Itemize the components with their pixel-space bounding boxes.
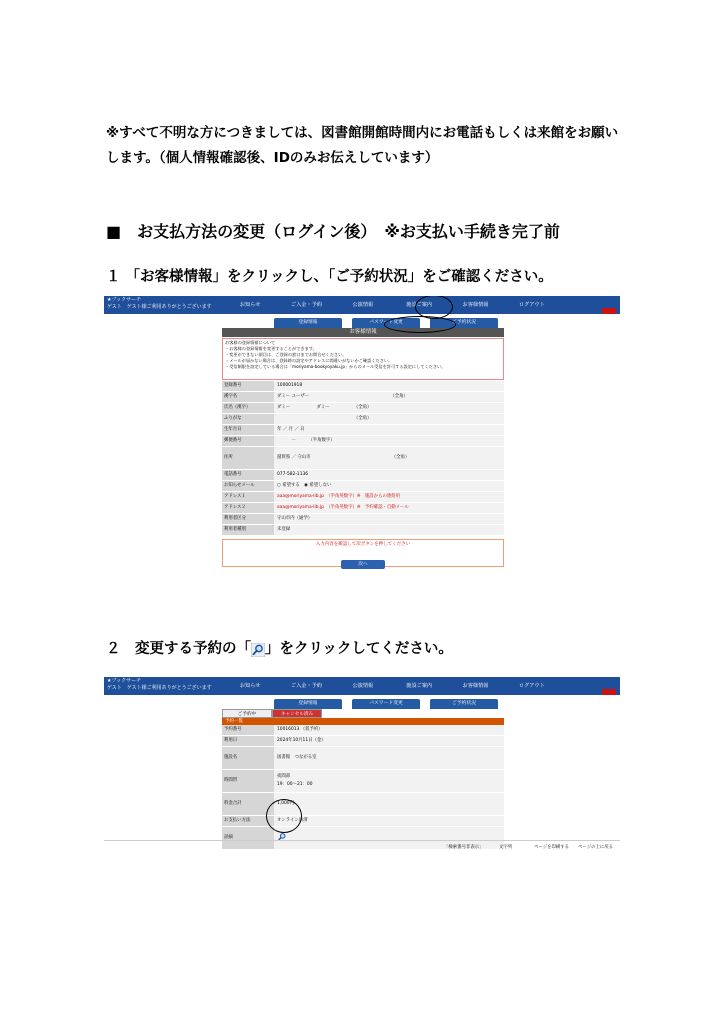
field-label: ふりがな — [222, 414, 274, 424]
notice-line: ・お客様の登録情報を変更することができます。 — [225, 346, 317, 351]
field-input[interactable]: ダミー ユーザー （全角） — [274, 392, 504, 402]
tab-registration[interactable]: 登録情報 — [274, 699, 342, 709]
field-label: 利用日 — [222, 736, 274, 746]
form-row — [222, 447, 504, 470]
notice-line: ・変更ができない項目は、ご登録の窓口までお問合せください。 — [225, 352, 347, 357]
account-tabs — [104, 314, 620, 328]
field-input[interactable]: （全角） — [274, 414, 504, 424]
tab-password[interactable]: パスワード変更 — [352, 318, 420, 328]
form-row — [222, 436, 504, 447]
menu-item-logout[interactable]: ログアウト — [518, 683, 545, 689]
field-value: 夜間部 19：00～21：00 — [274, 770, 504, 792]
form-row — [222, 392, 504, 403]
reservation-row — [222, 725, 504, 736]
notice-text: ※すべて不明な方につきましては、図書館開館時間内にお電話もしくは来館をお願いします。（個人情報確認後、IDのみお伝えしています） — [106, 125, 619, 166]
form-row — [222, 503, 504, 514]
menu-item-customer-info[interactable]: お客様情報 — [462, 302, 489, 308]
section-title: ■ お支払方法の変更（ログイン後） ※お支払い手続き完了前 — [106, 222, 560, 241]
form-row — [222, 381, 504, 392]
field-input[interactable]: 滋賀県 ／ 守山市 （全角） — [274, 447, 504, 469]
screenshot-reservation-status — [104, 677, 620, 855]
highlight-circle — [266, 799, 302, 833]
field-input[interactable]: 077-582-1136 — [274, 470, 504, 480]
field-value: 1,000円 — [274, 793, 504, 815]
tab-cancelled[interactable]: キャンセル済み — [272, 709, 322, 718]
back-to-top-link[interactable]: ページの上に戻る — [578, 845, 614, 850]
notice-line: ・受信制限を設定している場合は「moriyama-bookyoyaku.jp」からのメール受信を許可する設定にしてください。 — [225, 364, 446, 369]
welcome-text: ゲスト ゲスト様ご利用ありがとうございます — [107, 304, 212, 310]
reservation-subtabs — [222, 709, 504, 718]
site-menu — [222, 296, 560, 314]
form-row — [222, 481, 504, 492]
field-value: 守山市内（通学） — [274, 514, 504, 524]
menu-item-logout[interactable]: ログアウト — [518, 302, 545, 308]
field-label: アドレス２ — [222, 503, 274, 513]
step-1-text: １ 「お客様情報」をクリックし、「ご予約状況」をご確認ください。 — [106, 269, 553, 285]
radio-group[interactable]: ○ 希望する ◉ 希望しない — [274, 481, 504, 491]
site-header — [104, 677, 620, 695]
brand-name: ★ブックサーチ — [107, 297, 142, 303]
field-input[interactable]: － （半角数字） — [274, 436, 504, 446]
field-label: 施設名 — [222, 747, 274, 769]
field-label: 詳細 — [222, 827, 274, 849]
field-value: 10016013 （仮予約） — [274, 725, 504, 735]
form-row — [222, 425, 504, 436]
notice-line: お客様の登録情報について — [225, 340, 276, 345]
reservation-row — [222, 793, 504, 816]
screenshot-customer-info — [104, 296, 620, 574]
menu-item-reserve[interactable]: ご入金・予約 — [290, 683, 323, 689]
status-item[interactable]: 文字列 — [499, 845, 513, 850]
field-label: 郵便番号 — [222, 436, 274, 446]
form-row — [222, 470, 504, 481]
account-tabs — [104, 695, 620, 709]
field-label: 時間帯 — [222, 770, 274, 792]
field-label: 利用者種別 — [222, 525, 274, 535]
tab-registration[interactable]: 登録情報 — [274, 318, 342, 328]
form-row — [222, 414, 504, 425]
print-page-link[interactable]: ページを印刷する — [534, 845, 570, 850]
site-brand — [107, 678, 212, 692]
browser-status-bar — [104, 840, 620, 855]
welcome-text: ゲスト ゲスト様ご利用ありがとうございます — [107, 685, 212, 691]
menu-item-events[interactable]: 公演情報 — [352, 683, 374, 689]
menu-item-facilities[interactable]: 施設ご案内 — [406, 302, 433, 308]
field-value: 図書館 つながる室 — [274, 747, 504, 769]
menu-item-reserve[interactable]: ご入金・予約 — [290, 302, 323, 308]
customer-form — [222, 328, 504, 567]
tab-reservation-status[interactable]: ご予約状況 — [430, 699, 498, 709]
reservation-row — [222, 770, 504, 793]
field-value: 未登録 — [274, 525, 504, 535]
field-value: 100001918 — [274, 381, 504, 391]
field-label: 漢字名 — [222, 392, 274, 402]
step-2-text — [106, 637, 453, 658]
tab-reservation-status[interactable]: ご予約状況 — [430, 318, 498, 328]
field-label: 予約番号 — [222, 725, 274, 735]
field-input[interactable]: aaa@moriyama-lib.jp （半角英数字）※ 施設からの連絡用 — [274, 492, 504, 502]
form-header: お客様情報 — [222, 328, 504, 337]
reservation-row — [222, 747, 504, 770]
site-header — [104, 296, 620, 314]
form-row — [222, 514, 504, 525]
step-2-text-after: 」をクリックしてください。 — [265, 641, 453, 657]
menu-item-events[interactable]: 公演情報 — [352, 302, 374, 308]
menu-item-news[interactable]: お知らせ — [239, 302, 261, 308]
field-label: 電話番号 — [222, 470, 274, 480]
field-label: お知らせメール — [222, 481, 274, 491]
footer-message: 入力内容を確認して次ボタンを押してください — [315, 542, 411, 547]
field-label: 氏名（漢字） — [222, 403, 274, 413]
site-brand — [107, 297, 212, 311]
tab-password[interactable]: パスワード変更 — [352, 699, 420, 709]
reservation-list-bar: 予約一覧 — [222, 718, 504, 725]
field-label: 登録番号 — [222, 381, 274, 391]
field-label: 利用者区分 — [222, 514, 274, 524]
form-footer — [222, 539, 504, 567]
field-input[interactable]: aaa@moriyama-lib.jp （半角英数字）※ 予約確認・自動メール — [274, 503, 504, 513]
tab-current-reservations[interactable]: ご予約中 — [222, 709, 272, 718]
field-label: アドレス１ — [222, 492, 274, 502]
menu-item-facilities[interactable]: 施設ご案内 — [406, 683, 433, 689]
form-row — [222, 492, 504, 503]
field-select[interactable]: 年 ／ 月 ／ 日 — [274, 425, 504, 435]
field-input[interactable]: ダミー ダミー （全角） — [274, 403, 504, 413]
field-label: 生年月日 — [222, 425, 274, 435]
reservation-row — [222, 736, 504, 747]
field-label: 住所 — [222, 447, 274, 469]
reservation-panel — [222, 709, 504, 850]
menu-item-customer-info[interactable]: お客様情報 — [462, 683, 489, 689]
search-icon — [251, 643, 265, 655]
site-menu — [222, 677, 560, 695]
step-2-text-before: ２ 変更する予約の「 — [106, 641, 251, 657]
highlight-circle — [384, 316, 456, 333]
status-item[interactable]: 「検索番号非表示」 — [444, 845, 484, 850]
form-notice — [222, 338, 504, 380]
reservation-row — [222, 816, 504, 827]
form-row — [222, 403, 504, 414]
notice-line: ・メールが届かない場合は、登録時の設定やアドレスに間違いがないかご確認ください。 — [225, 358, 393, 363]
menu-item-news[interactable]: お知らせ — [239, 683, 261, 689]
form-row — [222, 525, 504, 536]
brand-name: ★ブックサーチ — [107, 678, 142, 684]
field-label: 料金合計 — [222, 793, 274, 815]
field-value: 2024年10月11日（金） — [274, 736, 504, 746]
next-button[interactable]: 次へ — [341, 560, 385, 569]
field-value: オンライン決済 — [274, 816, 504, 826]
field-label: お支払い方法 — [222, 816, 274, 826]
